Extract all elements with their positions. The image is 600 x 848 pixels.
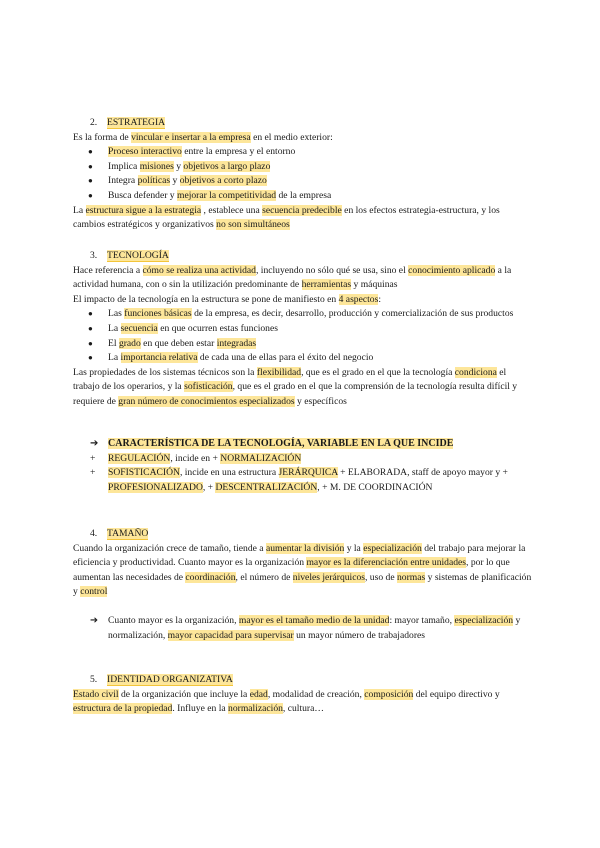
list-item: ● La secuencia en que ocurren estas funciones	[73, 322, 533, 337]
arrow-right-icon: ➔	[90, 615, 99, 626]
list-item: ● Busca defender y mejorar la competitividad de la empresa	[73, 189, 533, 204]
list-item: ● Implica misiones y objetivos a largo plazo	[73, 160, 533, 175]
caracteristica-heading	[73, 437, 533, 452]
section-caracteristica	[73, 437, 533, 495]
section-tecnologia	[73, 249, 533, 410]
heading-number: 4.	[90, 528, 98, 539]
heading-title: IDENTIDAD ORGANIZATIVA	[107, 674, 233, 685]
closing-paragraph: La estructura sigue a la estrategia , establece una secuencia predecible en los efectos estrategia-estructura, y los cambios estratégicos y organizativos no son simultáneos	[73, 204, 500, 231]
list-item: + REGULACIÓN, incide en + NORMALIZACIÓN	[73, 452, 533, 467]
aspects-list	[73, 307, 533, 365]
bullet-icon: ●	[88, 309, 93, 319]
bullet-icon: ●	[88, 353, 93, 363]
definition-text: Es la forma de vincular e insertar a la empresa en el medio exterior:	[73, 131, 333, 143]
strategy-list	[73, 145, 533, 203]
bullet-icon: ●	[88, 338, 93, 348]
bullet-icon: ●	[88, 147, 93, 157]
section-tamano	[73, 527, 533, 600]
heading-number: 2.	[90, 117, 98, 128]
list-item: + SOFISTICACIÓN, incide en una estructura JERÁRQUICA + ELABORADA, staff de apoyo mayor y + PROFESIONALIZADO, + DESCENTRALIZACIÓN, + M. DE COORDINACIÓN	[90, 467, 508, 493]
list-item: ● Proceso interactivo entre la empresa y el entorno	[73, 145, 533, 160]
section-identidad	[73, 673, 533, 717]
heading-title: ESTRATEGIA	[107, 117, 166, 128]
identidad-paragraph: Estado civil de la organización que incluye la edad, modalidad de creación, composición del equipo directivo y estructura de la propiedad. Influye en la normalización, cultura…	[73, 688, 500, 715]
tamano-note	[73, 614, 533, 643]
bullet-icon: ●	[88, 323, 93, 333]
tamano-paragraph: Cuando la organización crece de tamaño, tiende a aumentar la división y la especialización del trabajo para mejorar la eficiencia y productividad. Cuanto mayor es la organización mayor es la diferenciación entre unidades, por lo que aumentan las necesidades de coordinación, el número de niveles jerárquicos, uso de normas y sistemas de planificación y control	[73, 542, 532, 598]
list-item: ● Integra políticas y objetivos a corto plazo	[73, 174, 533, 189]
section-heading	[73, 673, 533, 688]
heading-number: 5.	[90, 674, 98, 685]
heading-number: 3.	[90, 250, 98, 261]
intro-paragraph: Hace referencia a cómo se realiza una actividad, incluyendo no sólo qué se usa, sino el conocimiento aplicado a la actividad humana, con o sin la utilización predominante de herramientas y máquinas	[73, 264, 512, 291]
note-paragraph: ➔ Cuanto mayor es la organización, mayor es el tamaño medio de la unidad: mayor tamaño, especialización y normalización, mayor capacidad para supervisar un mayor número de trabajadores	[90, 615, 521, 641]
bullet-icon: ●	[88, 161, 93, 171]
section-heading	[73, 527, 533, 542]
section-heading	[73, 249, 533, 264]
heading-title: TAMAÑO	[107, 528, 149, 539]
section-estrategia	[73, 116, 533, 233]
plus-icon: +	[90, 452, 96, 464]
plus-icon: +	[90, 467, 96, 479]
impact-line: El impacto de la tecnología en la estructura se pone de manifiesto en 4 aspectos:	[73, 293, 381, 305]
list-item: ● El grado en que deben estar integradas	[73, 337, 533, 352]
arrow-right-icon: ➔	[90, 438, 99, 449]
bullet-icon: ●	[88, 190, 93, 200]
bullet-icon: ●	[88, 176, 93, 186]
properties-paragraph: Las propiedades de los sistemas técnicos son la flexibilidad, que es el grado en el que la tecnología condiciona el trabajo de los operarios, y la sofisticación, que es el grado en el que la comprensión de la tecnología resulta difícil y requiere de gran número de conocimientos especializados y específicos	[73, 366, 518, 407]
list-item: ● Las funciones básicas de la empresa, es decir, desarrollo, producción y comercialización de sus productos	[73, 307, 533, 322]
heading-title: TECNOLOGÍA	[107, 250, 169, 261]
section-heading	[73, 116, 533, 131]
list-item: ● La importancia relativa de cada una de ellas para el éxito del negocio	[73, 351, 533, 366]
caracteristica-title: CARACTERÍSTICA DE LA TECNOLOGÍA, VARIABLE EN LA QUE INCIDE	[108, 438, 454, 449]
